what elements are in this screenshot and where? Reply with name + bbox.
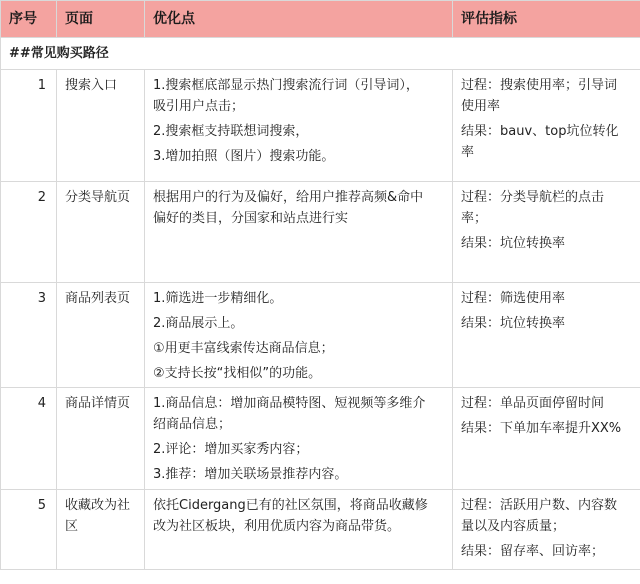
optimize-line: 2.商品展示上。 <box>153 316 244 331</box>
row-optimize <box>145 388 453 490</box>
optimize-line: 改为社区板块，利用优质内容为商品带货。 <box>153 519 401 534</box>
header-row <box>1 1 640 38</box>
metrics-line: 使用率 <box>461 99 501 114</box>
row-optimize <box>145 182 453 283</box>
optimize-line: ②支持长按“找相似”的功能。 <box>153 366 322 381</box>
optimize-line: 依托Cidergang已有的社区氛围，将商品收藏修 <box>153 498 428 513</box>
row-page: 商品列表页 <box>57 283 145 388</box>
header-no: 序号 <box>1 1 57 38</box>
metrics-line: 结果：坑位转换率 <box>461 316 566 331</box>
optimize-line: 3.增加拍照（图片）搜索功能。 <box>153 149 335 164</box>
row-metrics <box>453 182 640 283</box>
optimize-line: 根据用户的行为及偏好，给用户推荐高频&命中 <box>153 190 424 205</box>
row-optimize <box>145 490 453 570</box>
row-metrics <box>453 388 640 490</box>
metrics-line: 结果：下单加车率提升XX% <box>461 421 622 436</box>
metrics-line: 过程：搜索使用率；引导词 <box>461 78 618 93</box>
optimize-line: ①用更丰富线索传达商品信息； <box>153 341 334 356</box>
optimize-line: 绍商品信息； <box>153 417 232 432</box>
row-page: 分类导航页 <box>57 182 145 283</box>
section-row <box>1 38 640 70</box>
page-line: 区 <box>65 519 79 534</box>
header-page: 页面 <box>57 1 145 38</box>
section-title: ##常见购买路径 <box>1 38 640 70</box>
header-optimize: 优化点 <box>145 1 453 38</box>
row-optimize <box>145 283 453 388</box>
optimize-line: 1.搜索框底部显示热门搜索流行词（引导词）， <box>153 78 419 93</box>
optimize-line: 1.筛选进一步精细化。 <box>153 291 283 306</box>
metrics-line: 过程：活跃用户数、内容数 <box>461 498 618 513</box>
row-number: 4 <box>1 388 57 490</box>
metrics-line: 量以及内容质量； <box>461 519 566 534</box>
metrics-line: 率； <box>461 211 488 226</box>
metrics-line: 结果：留存率、回访率； <box>461 544 605 559</box>
row-metrics <box>453 70 640 182</box>
row-page <box>57 490 145 570</box>
optimize-line: 3.推荐：增加关联场景推荐内容。 <box>153 467 348 482</box>
optimize-line: 1.商品信息：增加商品模特图、短视频等多维介 <box>153 396 426 411</box>
row-optimize <box>145 70 453 182</box>
table-row <box>1 182 640 283</box>
table-row <box>1 283 640 388</box>
table-row <box>1 490 640 570</box>
optimize-line: 吸引用户点击； <box>153 99 245 114</box>
table-row <box>1 70 640 182</box>
row-number: 5 <box>1 490 57 570</box>
header-metrics: 评估指标 <box>453 1 640 38</box>
row-metrics <box>453 490 640 570</box>
row-number: 3 <box>1 283 57 388</box>
optimize-line: 2.搜索框支持联想词搜索， <box>153 124 309 139</box>
metrics-line: 过程：分类导航栏的点击 <box>461 190 605 205</box>
optimize-line: 2.评论：增加买家秀内容； <box>153 442 309 457</box>
row-number: 2 <box>1 182 57 283</box>
row-page: 商品详情页 <box>57 388 145 490</box>
row-metrics <box>453 283 640 388</box>
metrics-line: 结果：bauv、top坑位转化 <box>461 124 619 139</box>
page-line: 收藏改为社 <box>65 498 131 513</box>
metrics-line: 过程：单品页面停留时间 <box>461 396 605 411</box>
metrics-line: 率 <box>461 145 475 160</box>
metrics-line: 结果：坑位转换率 <box>461 236 566 251</box>
metrics-line: 过程：筛选使用率 <box>461 291 566 306</box>
row-number: 1 <box>1 70 57 182</box>
table-row <box>1 388 640 490</box>
row-page: 搜索入口 <box>57 70 145 182</box>
optimize-line: 偏好的类目，分国家和站点进行实 <box>153 211 349 226</box>
